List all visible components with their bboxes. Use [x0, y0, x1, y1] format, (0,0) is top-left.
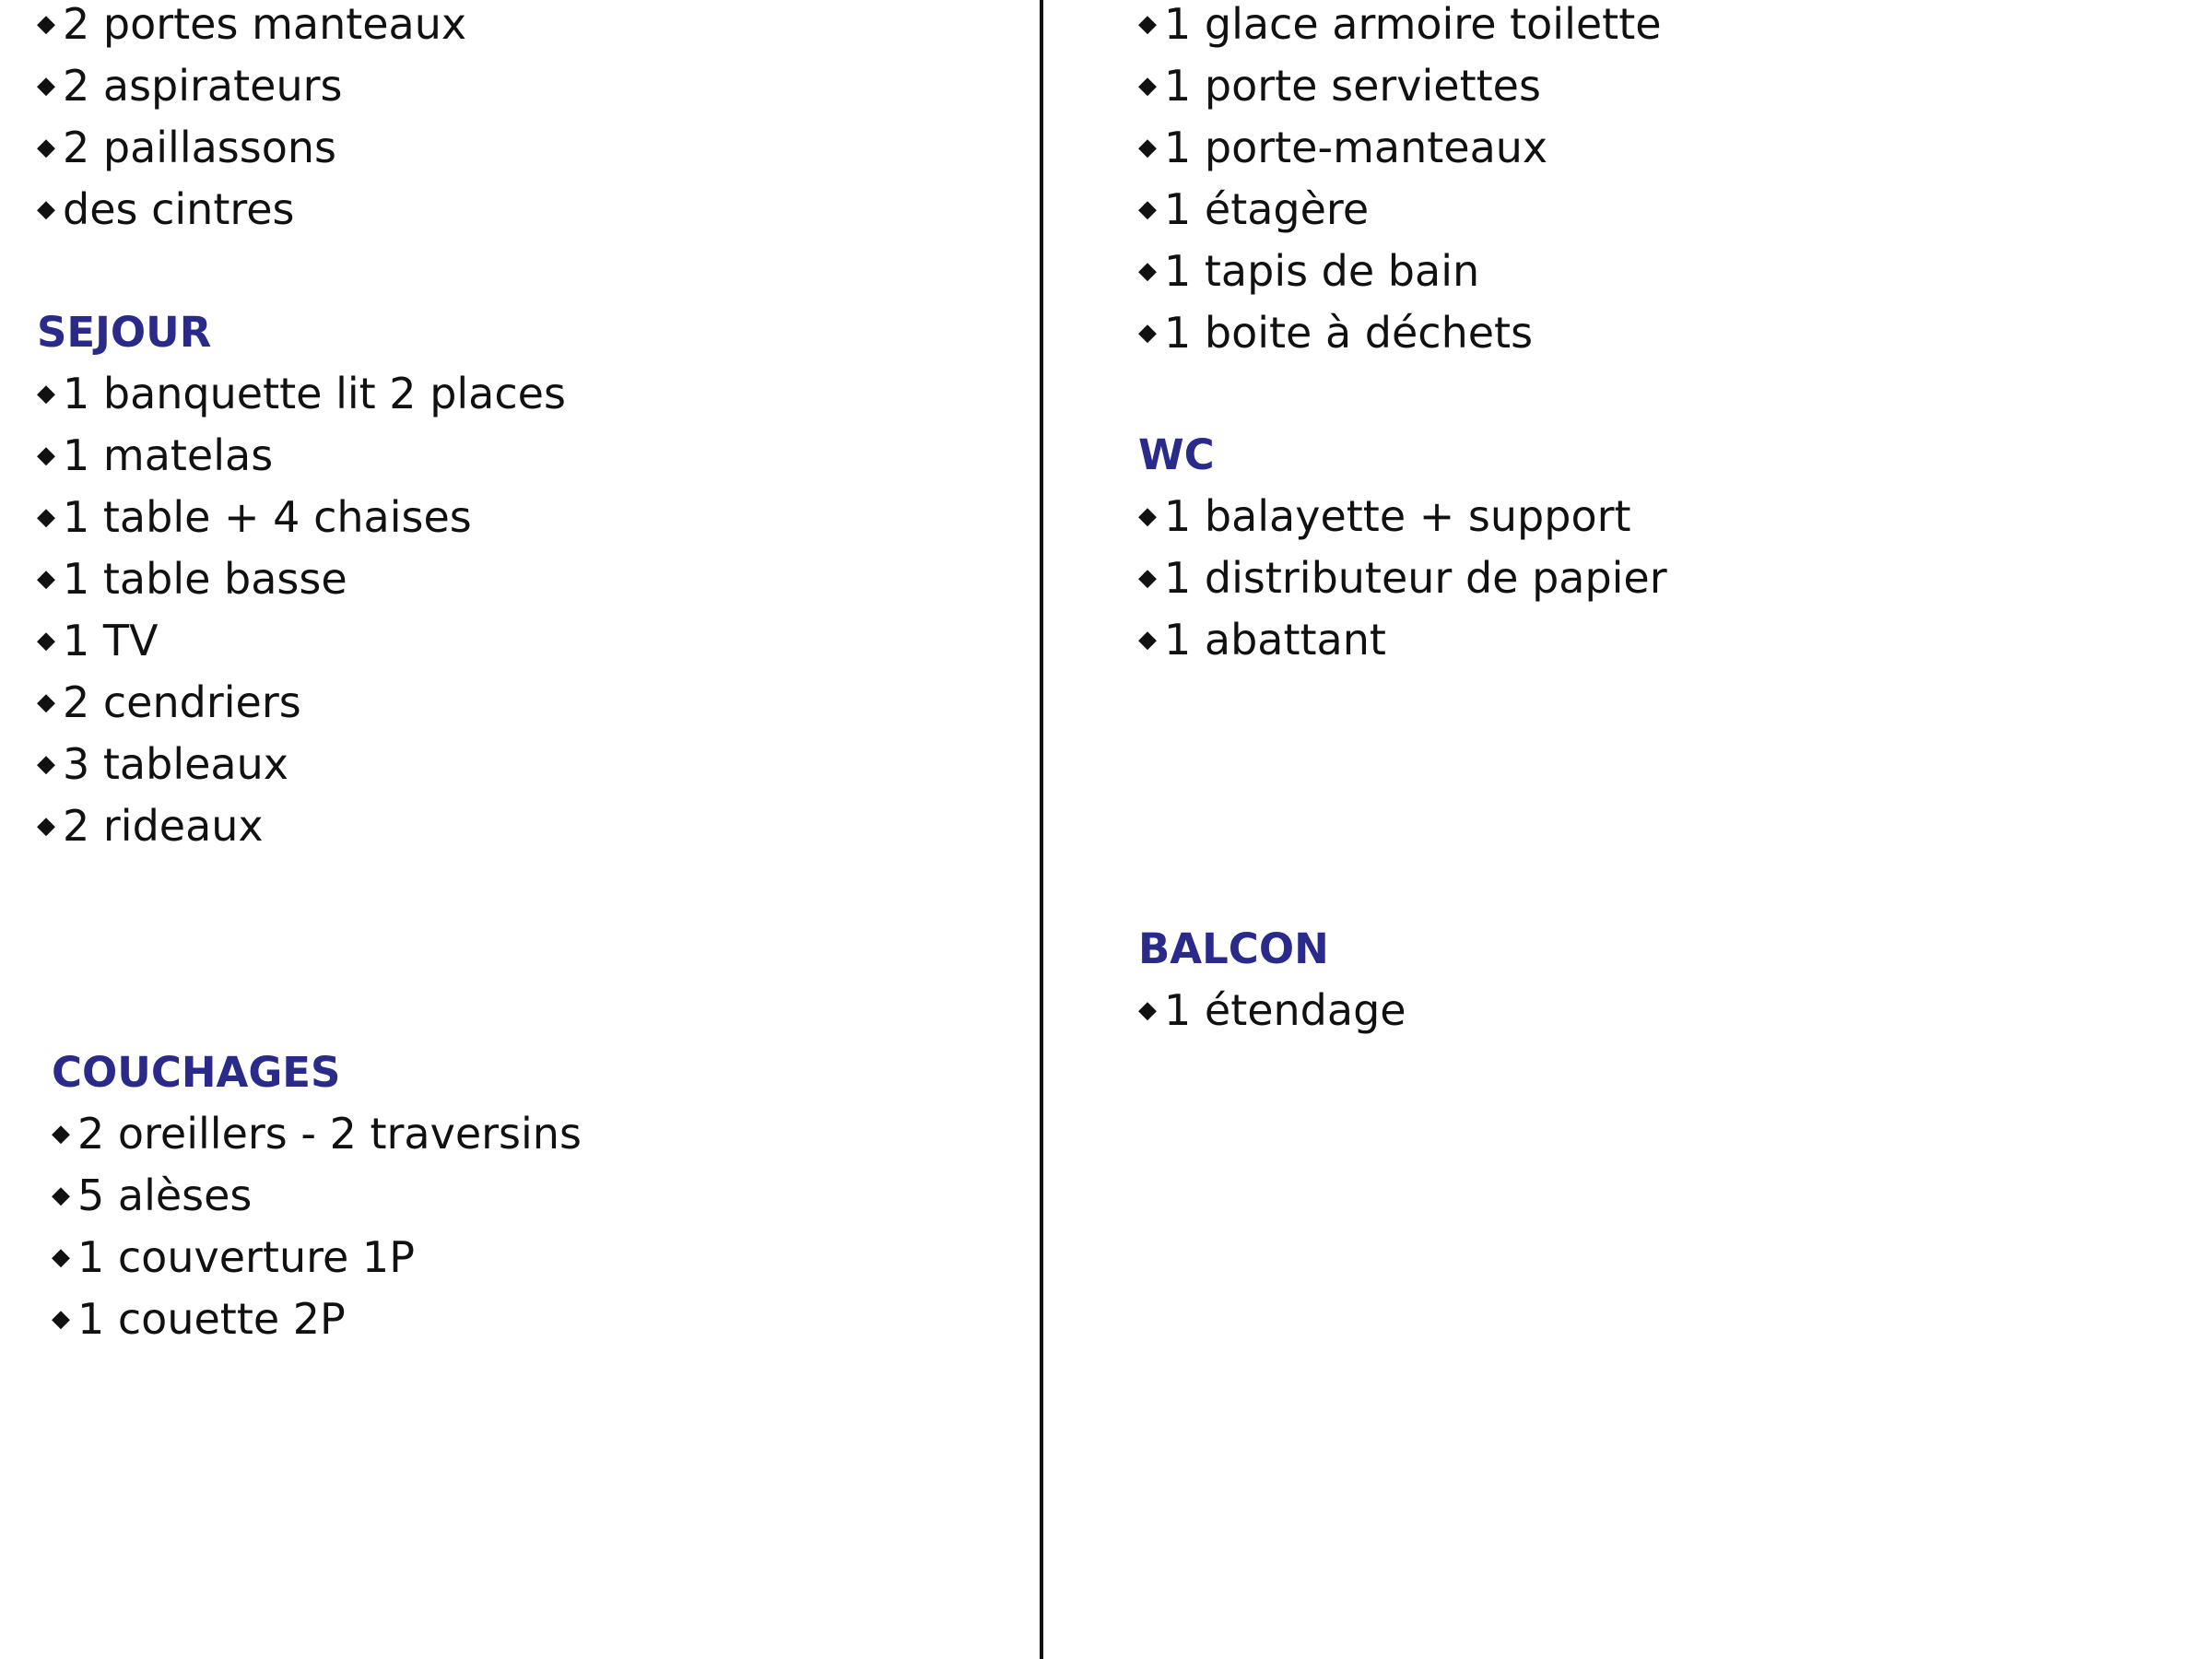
list-item — [37, 610, 566, 672]
list-item-label: 2 paillassons — [63, 123, 337, 172]
list-item-label: 1 balayette + support — [1164, 491, 1631, 541]
diamond-bullet-icon: ◆ — [37, 812, 55, 840]
list-item-label: 2 portes manteaux — [63, 0, 467, 49]
diamond-bullet-icon: ◆ — [1138, 10, 1157, 38]
list-item-label: 1 table + 4 chaises — [63, 492, 472, 542]
list-item — [1138, 179, 1662, 241]
list-item-label: 1 abattant — [1164, 615, 1386, 665]
diamond-bullet-icon: ◆ — [52, 1243, 70, 1271]
list-item-label: 1 tapis de bain — [1164, 246, 1480, 296]
list-item — [37, 672, 566, 734]
list-item-label: 1 couette 2P — [77, 1294, 346, 1344]
diamond-bullet-icon: ◆ — [37, 134, 55, 161]
list-item — [1138, 547, 1667, 609]
diamond-bullet-icon: ◆ — [37, 503, 55, 531]
list-item — [52, 1288, 582, 1350]
list-item — [52, 1227, 582, 1288]
diamond-bullet-icon: ◆ — [37, 72, 55, 100]
list-item — [37, 0, 466, 55]
diamond-bullet-icon: ◆ — [1138, 626, 1157, 653]
column-divider — [1040, 0, 1043, 1659]
diamond-bullet-icon: ◆ — [1138, 564, 1157, 592]
list-item — [37, 363, 566, 425]
list-item-label: 1 porte serviettes — [1164, 61, 1541, 111]
list-item-label: 1 matelas — [63, 430, 274, 480]
diamond-bullet-icon: ◆ — [37, 10, 55, 38]
list-item — [37, 487, 566, 548]
list-item-label: 2 rideaux — [63, 801, 264, 851]
list-item — [1138, 302, 1662, 364]
diamond-bullet-icon: ◆ — [37, 688, 55, 716]
section-couchages — [52, 1041, 582, 1350]
diamond-bullet-icon: ◆ — [52, 1182, 70, 1209]
list-item-label: 1 étagère — [1164, 184, 1370, 234]
diamond-bullet-icon: ◆ — [1138, 257, 1157, 285]
list-item-label: 2 aspirateurs — [63, 61, 343, 111]
diamond-bullet-icon: ◆ — [37, 750, 55, 778]
diamond-bullet-icon: ◆ — [52, 1305, 70, 1333]
list-item-label: 1 boite à déchets — [1164, 308, 1534, 358]
list-item — [1138, 241, 1662, 302]
list-item — [37, 795, 566, 857]
list-item-label: 2 oreillers - 2 traversins — [77, 1109, 582, 1159]
list-item-label: 5 alèses — [77, 1171, 253, 1220]
list-item — [37, 117, 466, 179]
list-item — [37, 548, 566, 610]
list-item-label: 1 glace armoire toilette — [1164, 0, 1662, 49]
diamond-bullet-icon: ◆ — [1138, 319, 1157, 347]
diamond-bullet-icon: ◆ — [52, 1120, 70, 1147]
diamond-bullet-icon: ◆ — [1138, 134, 1157, 161]
section-heading: BALCON — [1138, 924, 1329, 973]
diamond-bullet-icon: ◆ — [1138, 502, 1157, 530]
diamond-bullet-icon: ◆ — [1138, 195, 1157, 223]
list-item-label: 3 tableaux — [63, 739, 288, 789]
list-item — [37, 55, 466, 117]
list-item-label: 1 banquette lit 2 places — [63, 369, 566, 418]
list-item-label: 2 cendriers — [63, 677, 301, 727]
list-item — [1138, 486, 1667, 547]
section-wc — [1138, 424, 1667, 671]
diamond-bullet-icon: ◆ — [1138, 72, 1157, 100]
list-item — [52, 1165, 582, 1227]
diamond-bullet-icon: ◆ — [37, 565, 55, 593]
list-item — [52, 1103, 582, 1165]
list-item — [37, 425, 566, 487]
list-item — [1138, 0, 1662, 55]
diamond-bullet-icon: ◆ — [37, 380, 55, 407]
list-item — [1138, 117, 1662, 179]
diamond-bullet-icon: ◆ — [37, 627, 55, 654]
list-item-label: 1 table basse — [63, 554, 347, 604]
list-item-label: 1 couverture 1P — [77, 1232, 415, 1282]
diamond-bullet-icon: ◆ — [37, 195, 55, 223]
section-balcon — [1138, 918, 1406, 1041]
list-item — [37, 179, 466, 241]
list-item-label: 1 étendage — [1164, 985, 1406, 1035]
section-heading: WC — [1138, 430, 1215, 479]
list-item — [1138, 55, 1662, 117]
list-item — [1138, 609, 1667, 671]
list-item-label: 1 TV — [63, 616, 159, 665]
list-item-label: des cintres — [63, 184, 295, 234]
list-item — [1138, 980, 1406, 1041]
section-sejour — [37, 301, 566, 857]
diamond-bullet-icon: ◆ — [1138, 996, 1157, 1024]
right-top-list — [1138, 0, 1662, 364]
section-heading: COUCHAGES — [52, 1048, 341, 1097]
list-item — [37, 734, 566, 795]
list-item-label: 1 distributeur de papier — [1164, 553, 1667, 603]
section-heading: SEJOUR — [37, 308, 212, 357]
left-top-list — [37, 0, 466, 241]
diamond-bullet-icon: ◆ — [37, 441, 55, 469]
list-item-label: 1 porte-manteaux — [1164, 123, 1548, 172]
